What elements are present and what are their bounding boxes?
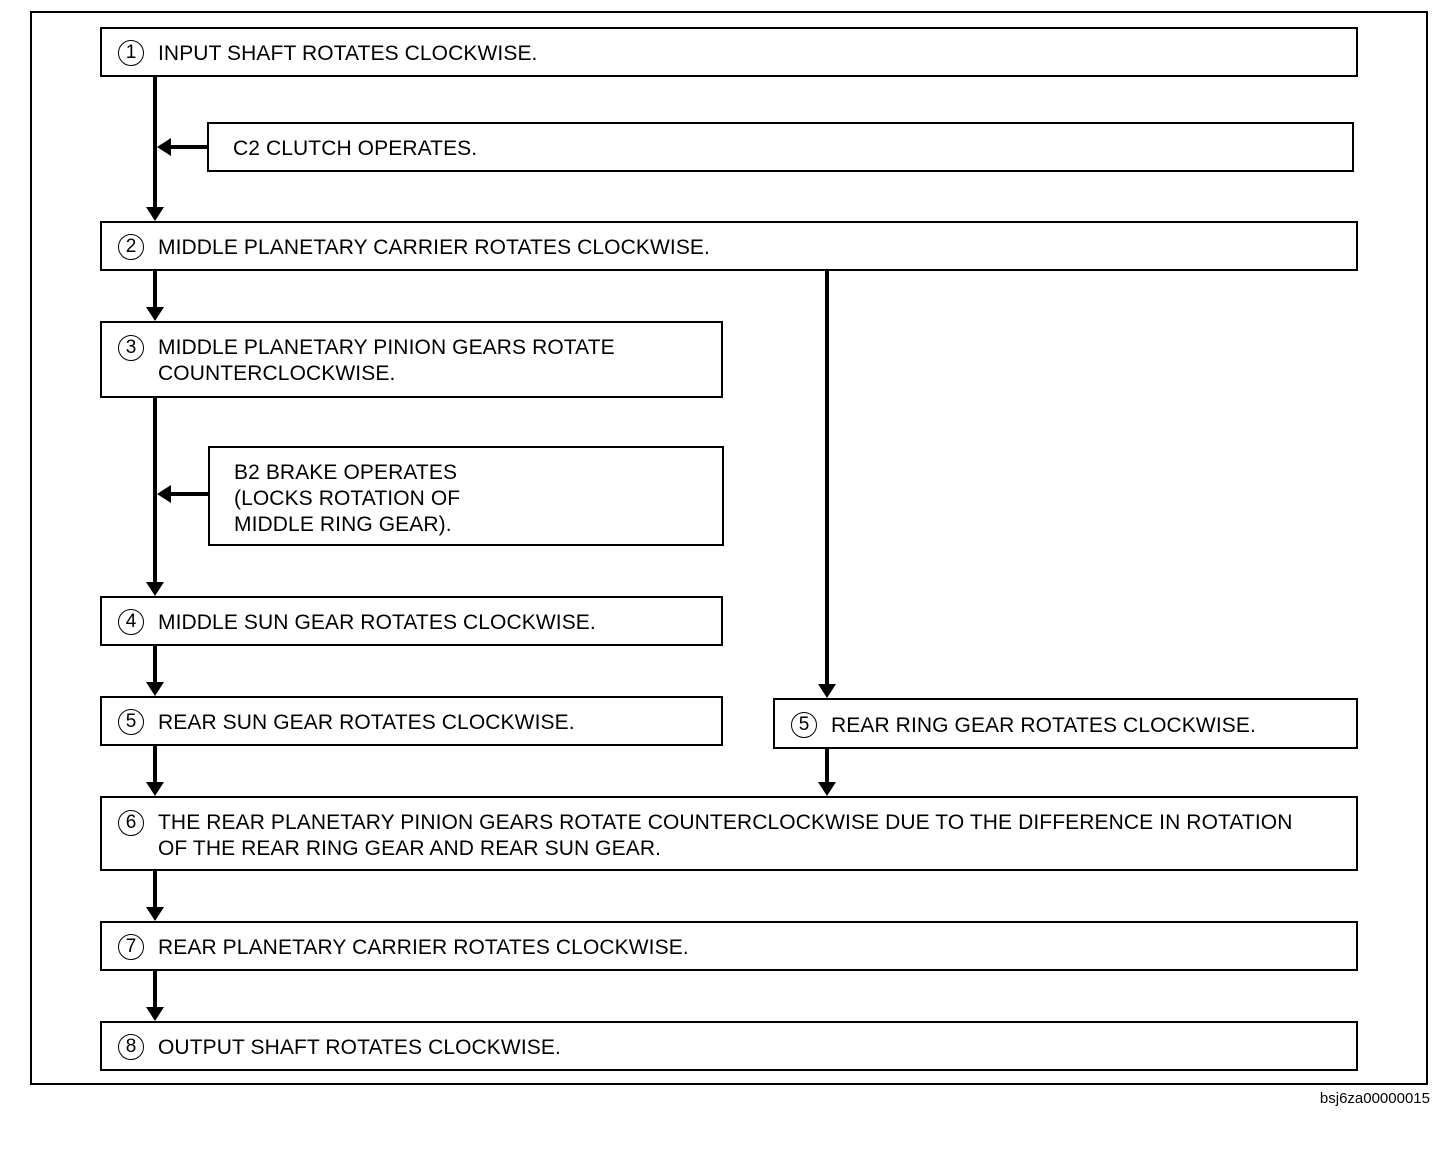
- step-text: REAR SUN GEAR ROTATES CLOCKWISE.: [158, 711, 575, 734]
- step-number: 1: [118, 40, 144, 66]
- step-number: 3: [118, 335, 144, 361]
- step-text: REAR PLANETARY CARRIER ROTATES CLOCKWISE.: [158, 936, 689, 959]
- connector-b2: [170, 492, 208, 496]
- note-text: B2 BRAKE OPERATES (LOCKS ROTATION OF MIDDLE RING GEAR).: [234, 461, 461, 536]
- connector-2-5b: [825, 271, 829, 685]
- arrow-down-icon: [146, 907, 164, 921]
- step-number: 5: [791, 712, 817, 738]
- connector-6-7: [153, 871, 157, 908]
- arrow-down-icon: [146, 782, 164, 796]
- step-1-box: [100, 27, 1358, 77]
- step-text: INPUT SHAFT ROTATES CLOCKWISE.: [158, 42, 538, 65]
- arrow-left-icon: [157, 485, 171, 503]
- step-5-rear-ring-box: [773, 698, 1358, 749]
- step-number: 6: [118, 810, 144, 836]
- note-text: C2 CLUTCH OPERATES.: [233, 137, 478, 160]
- step-4-box: [100, 596, 723, 646]
- step-number: 7: [118, 934, 144, 960]
- step-number: 5: [118, 709, 144, 735]
- step-5-rear-sun-box: [100, 696, 723, 746]
- connector-5a-6: [153, 746, 157, 783]
- step-number: 4: [118, 609, 144, 635]
- step-text: MIDDLE PLANETARY PINION GEARS ROTATE COUNTERCLOCKWISE.: [158, 336, 615, 385]
- connector-2-3: [153, 271, 157, 308]
- step-number: 2: [118, 234, 144, 260]
- step-text: REAR RING GEAR ROTATES CLOCKWISE.: [831, 714, 1256, 737]
- arrow-down-icon: [146, 207, 164, 221]
- arrow-down-icon: [818, 684, 836, 698]
- figure-id: bsj6za00000015: [1319, 1090, 1430, 1107]
- step-8-box: [100, 1021, 1358, 1071]
- connector-5b-6: [825, 749, 829, 783]
- arrow-left-icon: [157, 138, 171, 156]
- step-text: THE REAR PLANETARY PINION GEARS ROTATE COUNTERCLOCKWISE DUE TO THE DIFFERENCE IN ROTATION OF THE REAR RING GEAR AND REAR SUN GEAR.: [158, 811, 1293, 860]
- step-text: MIDDLE SUN GEAR ROTATES CLOCKWISE.: [158, 611, 596, 634]
- connector-4-5a: [153, 646, 157, 683]
- connector-c2: [170, 145, 207, 149]
- arrow-down-icon: [146, 1007, 164, 1021]
- step-number: 8: [118, 1034, 144, 1060]
- b2-brake-note: [208, 446, 724, 546]
- step-2-box: [100, 221, 1358, 271]
- step-text: MIDDLE PLANETARY CARRIER ROTATES CLOCKWISE.: [158, 236, 710, 259]
- arrow-down-icon: [146, 307, 164, 321]
- arrow-down-icon: [146, 582, 164, 596]
- step-3-box: [100, 321, 723, 398]
- c2-clutch-note: [207, 122, 1354, 172]
- step-6-box: [100, 796, 1358, 871]
- arrow-down-icon: [818, 782, 836, 796]
- step-7-box: [100, 921, 1358, 971]
- connector-7-8: [153, 971, 157, 1008]
- arrow-down-icon: [146, 682, 164, 696]
- step-text: OUTPUT SHAFT ROTATES CLOCKWISE.: [158, 1036, 561, 1059]
